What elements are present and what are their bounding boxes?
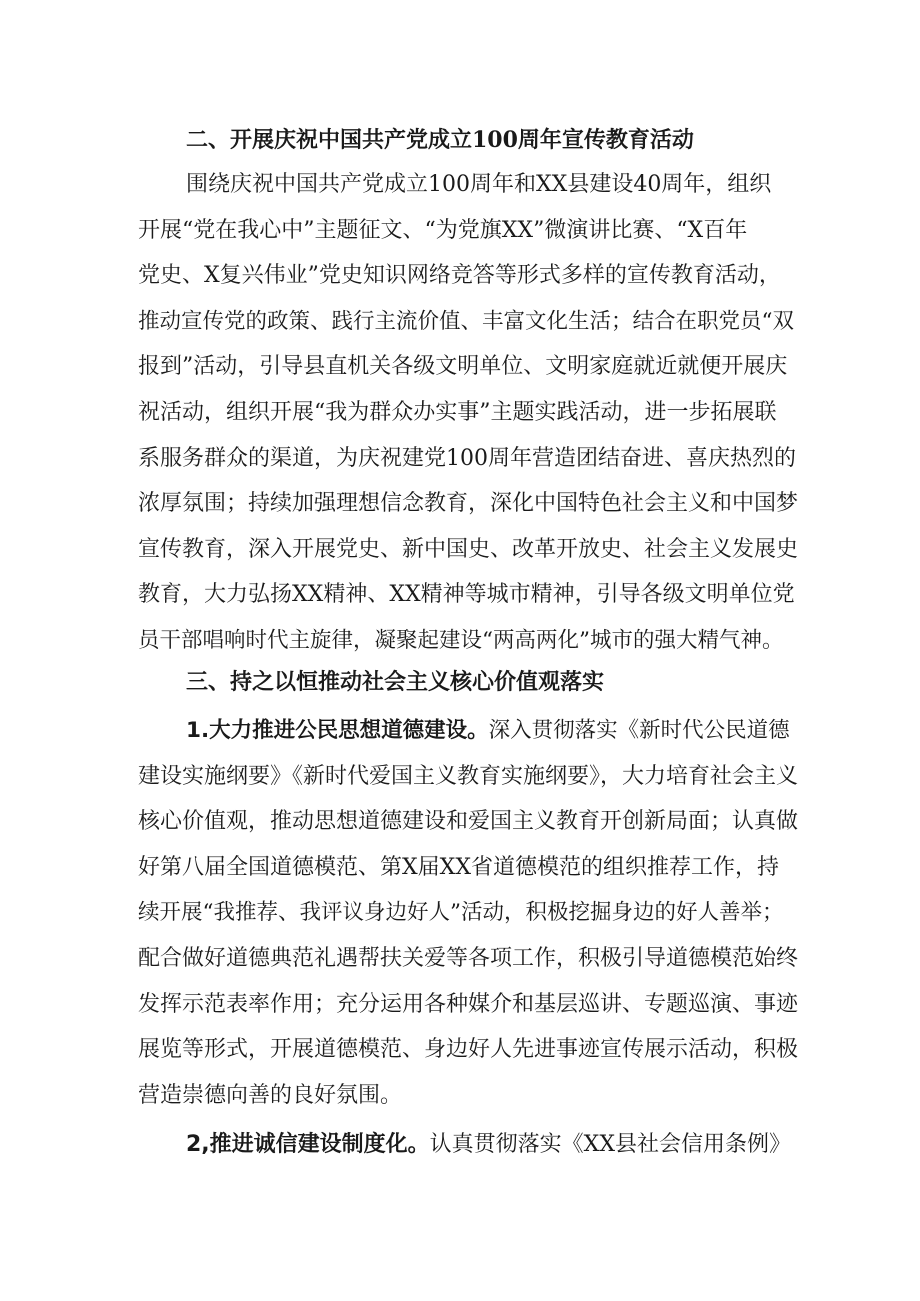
text-line: 好第八届全国道德模范、第X届XX省道德模范的组织推荐工作，持: [138, 854, 779, 880]
text-line: 展览等形式，开展道德模范、身边好人先进事迹宣传展示活动，积极: [138, 1037, 799, 1063]
item-1-first-line: 深入贯彻落实《新时代公民道德: [488, 718, 790, 743]
text-line: [138, 1122, 798, 1168]
text-line: 祝活动，组织开展“我为群众办实事”主题实践活动，进一步拓展联: [138, 399, 777, 425]
text-line: 配合做好道德典范礼遇帮扶关爱等各项工作，积极引导道德模范始终: [138, 945, 799, 971]
text-line: 核心价值观，推动思想道德建设和爱国主义教育开创新局面；认真做: [138, 809, 799, 835]
text-line: 教育，大力弘扬XX精神、XX精神等城市精神，引导各级文明单位党: [138, 582, 795, 608]
text-line: 报到”活动，引导县直机关各级文明单位、文明家庭就近就便开展庆: [138, 354, 788, 380]
text-line: [138, 708, 798, 754]
text-line: 推动宣传党的政策、践行主流价值、丰富文化生活；结合在职党员“双: [138, 308, 794, 334]
text-line: 围绕庆祝中国共产党成立100周年和XX县建设40周年，组织: [186, 172, 772, 197]
text-line: 浓厚氛围；持续加强理想信念教育，深化中国特色社会主义和中国梦: [138, 491, 799, 517]
text-line: 发挥示范表率作用；充分运用各种媒介和基层巡讲、专题巡演、事迹: [138, 991, 799, 1017]
text-line: 宣传教育，深入开展党史、新中国史、改革开放史、社会主义发展史: [138, 536, 799, 562]
text-line: 开展“党在我心中”主题征文、“为党旗XX”微演讲比赛、“X百年: [138, 217, 748, 243]
text-line: 党史、X复兴伟业”党史知识网络竞答等形式多样的宣传教育活动，: [138, 263, 781, 289]
paragraph-item-2: [138, 1122, 798, 1168]
text-line: 营造崇德向善的良好氛围。: [138, 1082, 403, 1108]
text-line: 续开展“我推荐、我评议身边好人”活动，积极挖掘身边的好人善举；: [138, 900, 784, 926]
section-heading-2: 二、开展庆祝中国共产党成立100周年宣传教育活动: [186, 127, 694, 153]
paragraph-item-1: [138, 708, 798, 1118]
text-line: 系服务群众的渠道，为庆祝建党100周年营造团结奋进、喜庆热烈的: [138, 445, 796, 471]
item-2-first-line: 认真贯彻落实《XX县社会信用条例》: [429, 1132, 791, 1157]
section-heading-3: 三、持之以恒推动社会主义核心价值观落实: [186, 669, 605, 695]
paragraph-section-2: [138, 162, 798, 664]
text-line: 建设实施纲要》《新时代爱国主义教育实施纲要》，大力培育社会主义: [138, 763, 799, 789]
item-2-lead: 2,推进诚信建设制度化。: [186, 1132, 430, 1157]
text-line: 员干部唱响时代主旋律，凝聚起建设“两高两化”城市的强大精气神。: [138, 627, 784, 653]
item-1-lead: 1.大力推进公民思想道德建设。: [186, 718, 489, 743]
